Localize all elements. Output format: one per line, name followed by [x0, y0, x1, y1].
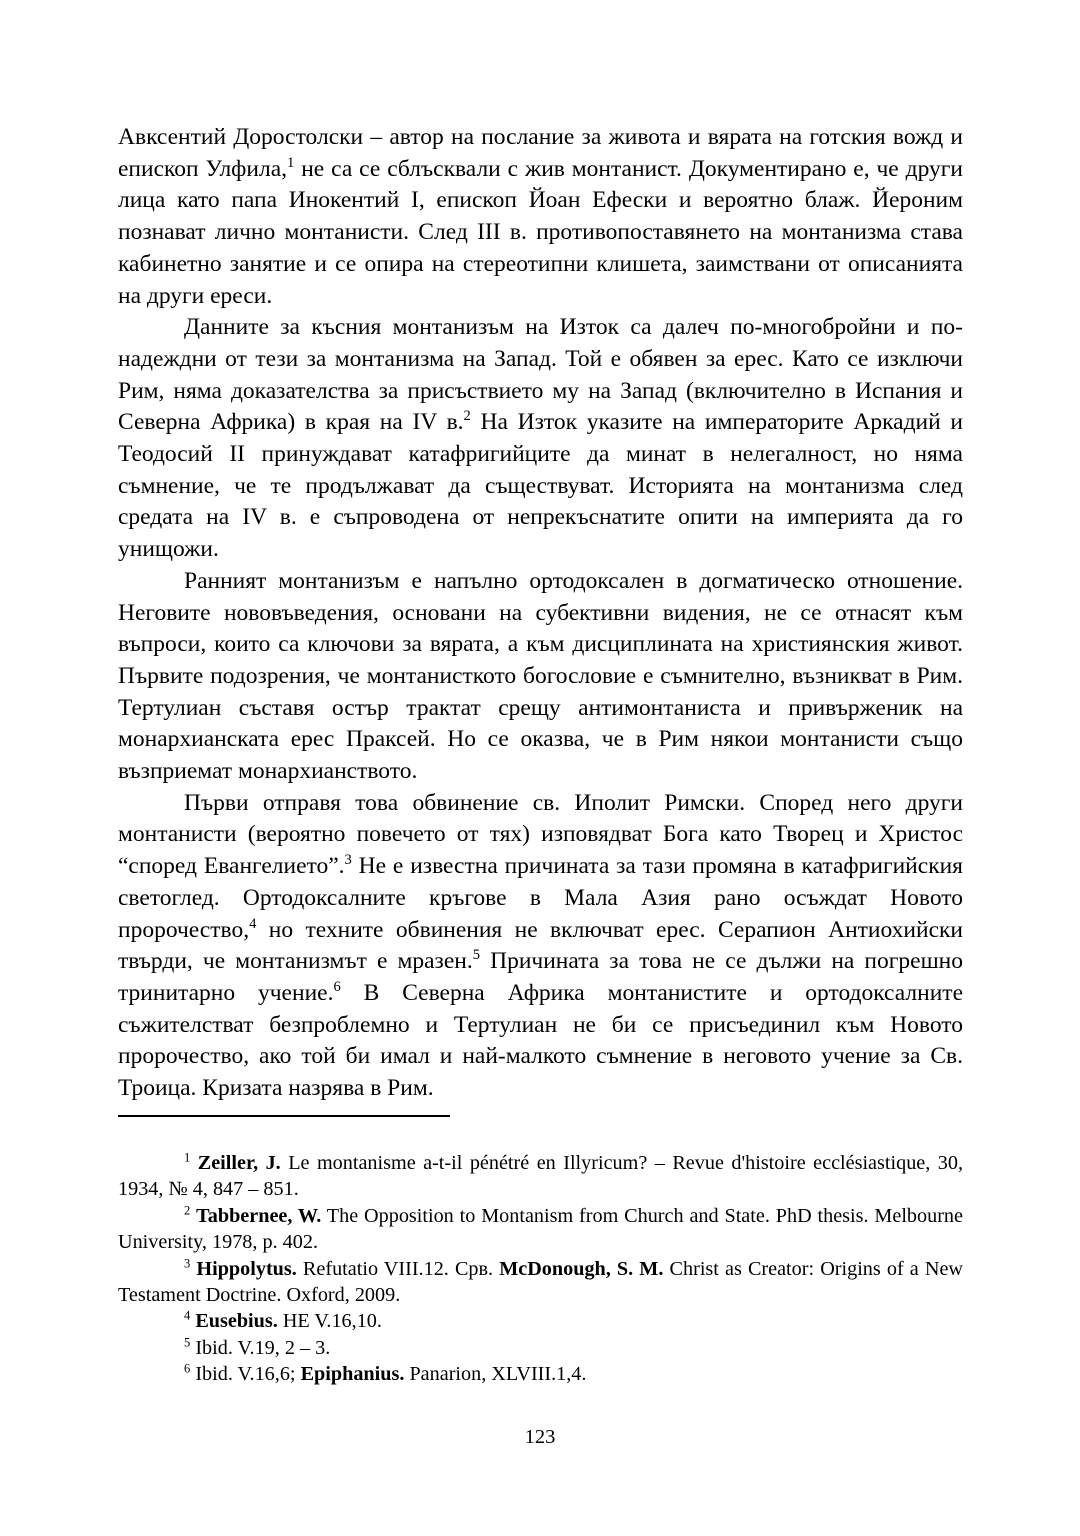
text-run: Le montanisme a-t-il pénétré en Illyricum? – Revue d'histoire ecclésiastique, 30, 1934, № 4, 847 – 851.: [118, 1152, 963, 1201]
footnote: [118, 1361, 963, 1387]
text-run: но техните обвинения не включват ерес. Серапион Антиохийски твърди, че монтанизмът е мразен.: [118, 916, 963, 975]
footnote-marker: 3: [184, 1255, 191, 1270]
footnote-marker: 5: [472, 947, 480, 964]
text-run: The Opposition to Montanism from Church and State. PhD thesis. Melbourne University, 1978, p. 402.: [118, 1204, 963, 1254]
footnote-marker: 1: [287, 154, 295, 171]
text-run: Не е известна причината за тази промяна в катафригийския светоглед. Ортодоксалните кръгове в Мала Азия рано осъждат Новото пророчество,: [118, 853, 963, 943]
text-run: Данните за късния монтанизъм на Изток са далеч по-многобройни и по-надеждни от тези за монтанизма на Запад. Той е обявен за ерес. Като се изключи Рим, няма доказателства за присъствието му на Запад (включително в Испания и Северна Африка) в края на IV в.: [118, 314, 963, 436]
paragraph: [118, 788, 963, 1105]
footnote: [118, 1256, 963, 1309]
text-run: Ibid. V.19, 2 – 3.: [190, 1336, 331, 1359]
footnote: [118, 1308, 963, 1334]
footnote: [118, 1335, 963, 1361]
author-name: Epiphanius.: [300, 1363, 405, 1386]
footnote-marker: 2: [184, 1203, 191, 1218]
footnote-marker: 6: [333, 979, 341, 996]
text-run: Ibid. V.16,6;: [190, 1363, 301, 1386]
author-name: McDonough, S. M.: [499, 1257, 664, 1280]
text-run: Авксентий Доростолски – автор на послание за живота и вярата на готския вожд и епископ Улфила,: [118, 124, 963, 182]
footnote: [118, 1203, 963, 1256]
paragraph: [118, 122, 963, 312]
text-run: HE V.16,10.: [277, 1310, 382, 1333]
author-name: Hippolytus.: [196, 1257, 297, 1280]
footnotes: [118, 1150, 963, 1388]
footnote: [118, 1150, 963, 1203]
text-run: Christ as Creator: Origins of a New Testament Doctrine. Oxford, 2009.: [118, 1257, 964, 1307]
footnote-marker: 5: [184, 1335, 191, 1350]
page-number: 123: [524, 1426, 556, 1448]
text-run: Причината за това не се дължи на погрешно тринитарно учение.: [118, 948, 963, 1006]
body-text: [118, 122, 963, 1105]
text-run: не са се сблъсквали с жив монтанист. Документирано е, че други лица като папа Инокентий I, епископ Йоан Ефески и вероятно блаж. Йероним познават лично монтанисти. След III в. противопоставянето на монтанизма става кабинетно занятие и се опира на стереотипни клишета, заимствани от описанията на други ереси.: [118, 155, 963, 309]
footnote-marker: 4: [249, 915, 257, 932]
author-name: Eusebius.: [195, 1310, 278, 1333]
text-run: Refutatio VIII.12. Срв.: [296, 1257, 500, 1280]
footnote-marker: 3: [344, 852, 352, 869]
text-run: [190, 1152, 197, 1174]
text-run: Ранният монтанизъм е напълно ортодоксален в догматическо отношение. Неговите нововъведения, основани на субективни видения, не се отнасят към въпроси, които са ключови за вярата, а към дисциплината на християнския живот. Първите подозрения, че монтанисткото богословие е съмнително, възникват в Рим. Тертулиан съставя остър трактат срещу антимонтаниста и привърженик на монархианската ерес Праксей. Но се оказва, че в Рим някои монтанисти също възприемат монархианството.: [118, 567, 963, 785]
text-run: Първи отправя това обвинение св. Иполит Римски. Според него други монтанисти (вероятно повечето от тях) изповядват Бога като Творец и Христос “според Евангелието”.: [118, 789, 963, 880]
footnote-marker: 2: [463, 408, 471, 425]
footnote-marker: 4: [184, 1308, 191, 1323]
author-name: Zeiller, J.: [197, 1152, 281, 1174]
author-name: Tabbernee, W.: [196, 1204, 322, 1227]
paragraph: [118, 566, 963, 788]
text-run: На Изток указите на императорите Аркадий и Теодосий II принуждават катафригийците да минат в нелегалност, но няма съмнение, че те продължават да съществуват. Историята на монтанизма след средата на IV в. е съпроводена от непрекъснатите опити на империята да го унищожи.: [118, 409, 963, 563]
text-run: Panarion, XLVIII.1,4.: [404, 1363, 587, 1386]
footnote-marker: 1: [184, 1150, 191, 1165]
footnote-marker: 6: [184, 1361, 191, 1376]
paragraph: [118, 312, 963, 566]
text-run: В Северна Африка монтанистите и ортодоксалните съжителстват безпроблемно и Тертулиан не би се присъединил към Новото пророчество, ако той би имал и най-малкото съмнение в неговото учение за Св. Троица. Кризата назрява в Рим.: [118, 979, 963, 1102]
footnote-separator: [118, 1115, 450, 1117]
